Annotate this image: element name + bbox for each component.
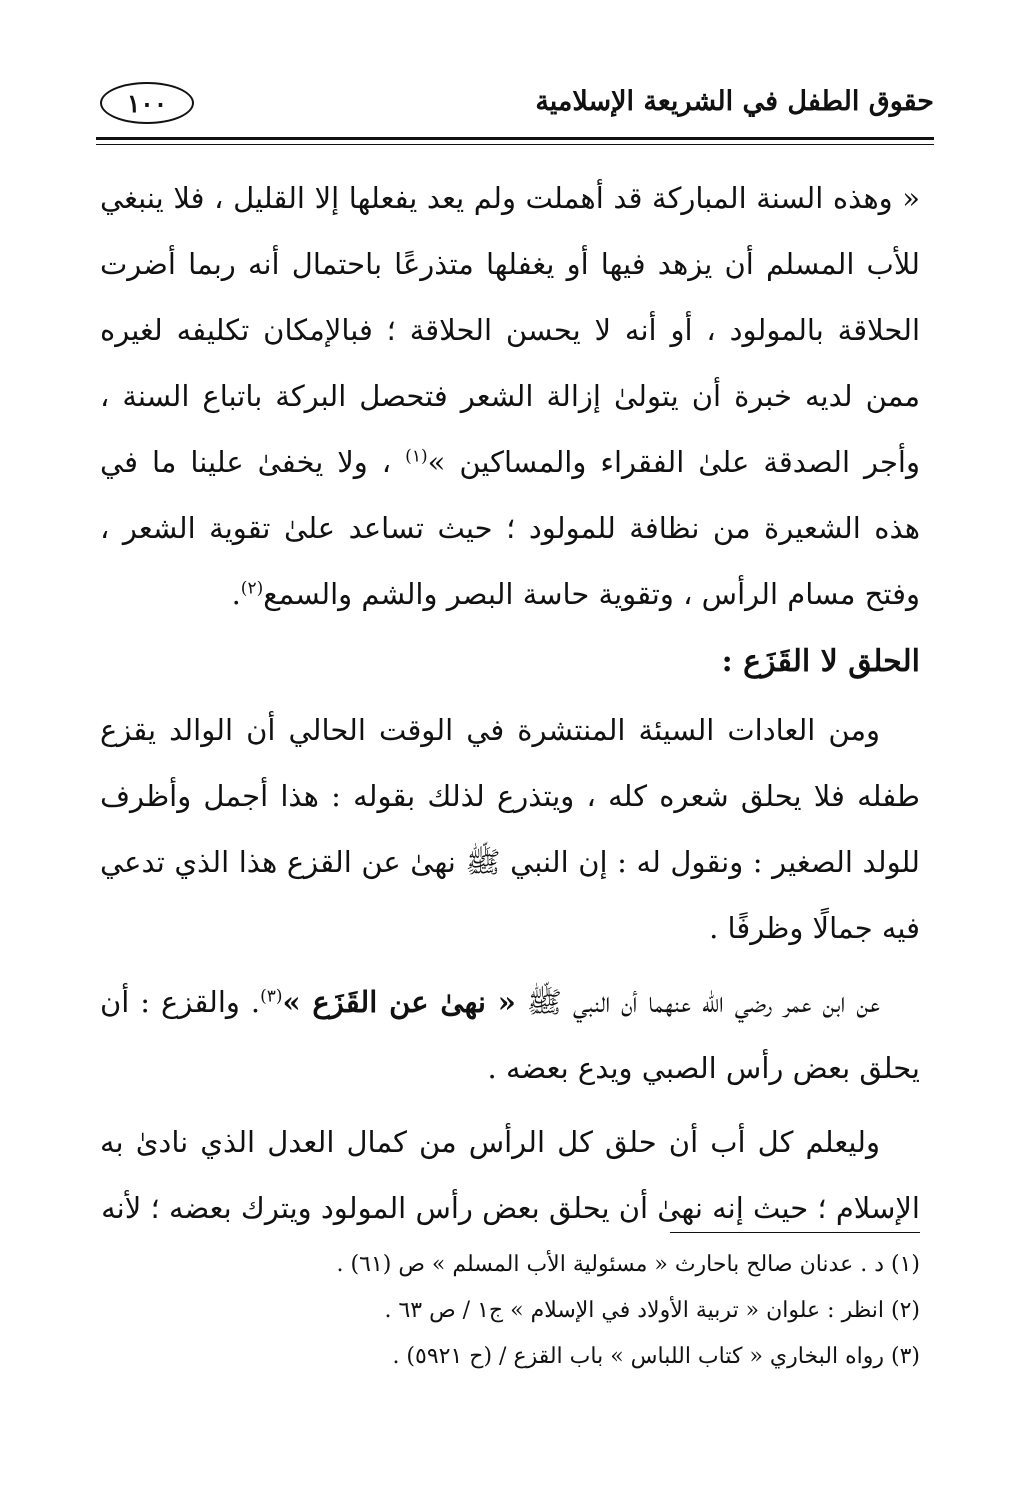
footnote-2: (٢) انظر : علوان « تربية الأولاد في الإسلام » ج١ / ص ٦٣ . (384, 1298, 920, 1323)
main-text (100, 165, 920, 1241)
footnote-ref-1: (١) (405, 446, 428, 467)
header-rule-thick (96, 137, 934, 140)
footnotes (200, 1242, 920, 1380)
paragraph-1-part-b: ، ولا يخفىٰ علينا ما في هذه الشعيرة من نظافة للمولود ؛ حيث تساعد علىٰ تقوية الشعر ، وفتح مسام الرأس ، وتقوية حاسة البصر والشم والسمع (100, 445, 920, 611)
paragraph-1-part-a: « وهذه السنة المباركة قد أهملت ولم يعد يفعلها إلا القليل ، فلا ينبغي للأب المسلم أن يزهد فيها أو يغفلها متذرعًا باحتمال أنه ربما أضرت الحلاقة بالمولود ، أو أنه لا يحسن الحلاقة ؛ فبالإمكان تكليفه لغيره ممن لديه خبرة أن يتولىٰ إزالة الشعر فتحصل البركة باتباع السنة ، وأجر الصدقة علىٰ الفقراء والمساكين » (100, 181, 920, 479)
paragraph-1 (100, 165, 920, 627)
paragraph-3-part-a: عن ابن عمر رضي الله عنهما أن النبي ﷺ (526, 985, 880, 1019)
page-number-badge: ١٠٠ (100, 82, 194, 124)
paragraph-4: وليعلم كل أب أن حلق كل الرأس من كمال العدل الذي نادىٰ به الإسلام ؛ حيث إنه نهىٰ أن يحلق بعض رأس المولود ويترك بعضه ؛ لأنه (100, 1125, 920, 1225)
footnote-3: (٣) رواه البخاري « كتاب اللباس » باب القزع / (ح ٥٩٢١) . (392, 1344, 920, 1369)
header-rule-thin (96, 144, 934, 145)
paragraph-3 (100, 969, 920, 1101)
paragraph-3-part-b: . والقزع : أن يحلق بعض رأس الصبي ويدع بعضه . (100, 985, 920, 1085)
hadith-quote: « نهىٰ عن القَزَع » (282, 985, 516, 1019)
paragraph-1-end: . (231, 577, 241, 611)
page-header (96, 78, 934, 140)
footnote-ref-2: (٢) (240, 578, 264, 599)
running-title: حقوق الطفل في الشريعة الإسلامية (535, 86, 934, 117)
footnote-ref-3: (٣) (260, 986, 283, 1007)
section-heading: الحلق لا القَزَع : (721, 644, 920, 679)
footnote-1: (١) د . عدنان صالح باحارث « مسئولية الأب المسلم » ص (٦١) . (336, 1252, 920, 1277)
paragraph-2: ومن العادات السيئة المنتشرة في الوقت الحالي أن الوالد يقزع طفله فلا يحلق شعره كله ، ويتذرع لذلك بقوله : هذا أجمل وأظرف للولد الصغير : ونقول له : إن النبي ﷺ نهىٰ عن القزع هذا الذي تدعي فيه جمالًا وظرفًا . (100, 713, 920, 945)
footnote-separator (670, 1232, 920, 1233)
